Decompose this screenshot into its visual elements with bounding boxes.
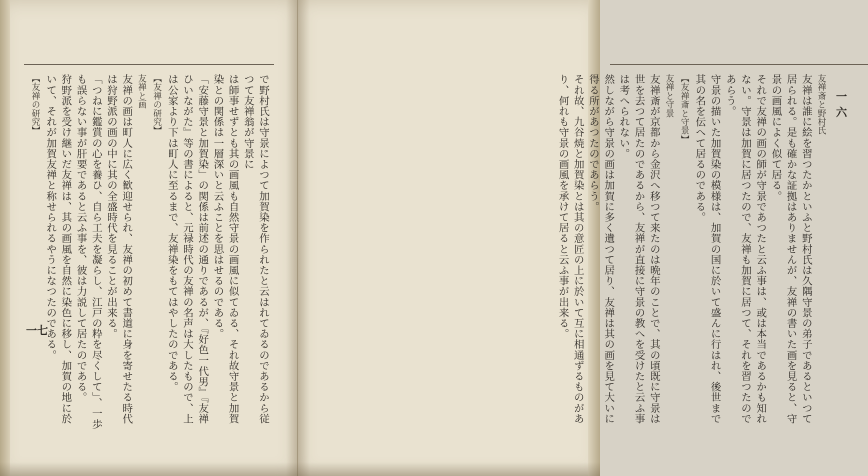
page-number-left: 一七 — [26, 324, 48, 337]
bottom-shadow — [0, 462, 600, 476]
right-paragraph: それ故、九谷焼と加賀染とは其の意匠の上に於いて互に相通ずるものがあり、何れも守景の画風を承けて居ると云ふ事が出来る。 — [556, 74, 584, 424]
right-paragraph: 然しながら守景の画は加賀に多く遺つて居り、友禅は其の画を見て大いに得る所があつたのであらう。 — [586, 74, 615, 424]
book-gutter — [286, 0, 310, 476]
left-margin-note: 友禅と画 — [136, 74, 147, 109]
right-margin-note: 友禅と守景 — [663, 74, 674, 118]
right-page-text — [556, 74, 828, 434]
right-margin-note: 友禅斎と野村氏 — [816, 74, 826, 135]
left-paragraph: 「安藤守景と加賀染」の関係は前述の通りであるが、『好色一代男』『友禅ひいながた』等の書によると、元禄時代の友禅の名声は大したもので、上は公家より下は町人に至るまで、友禅染をもてはやしたのである。 — [165, 74, 209, 424]
left-paragraph: 狩野派を受け継いだ友禅は、其の画風を自然に染色に移し、加賀の地に於いて、それが加賀友禅と称せられるやうになつたのである。 — [44, 74, 72, 424]
right-paragraph: 友禅斎が京都から金沢へ移つて来たのは晩年のことで、其の頃既に守景は世を去つて居たのであるから、友禅が直接に守景の教へを受けたと云ふ事は考へられない。 — [617, 74, 660, 424]
right-section-note: 【友禅斎と守景】 — [679, 74, 690, 144]
left-page-edge — [0, 0, 10, 476]
left-section-note: 【友禅の研究】 — [151, 74, 162, 135]
page-number-right: 一六 — [836, 90, 847, 119]
left-section-note: 【友禅の研究】 — [29, 74, 40, 135]
left-paragraph: 友禅の画は町人に広く歓迎せられ、友禅の初めて書道に身を寄せたる時代は狩野派の画の中に其の全盛時代を見ることが出来る。 — [104, 74, 133, 424]
left-paragraph: は師事せずとも其の画風も自然守景の画風に似てゐる、それ故守景と加賀染との関係は一層深いと云ふことを思はせるのである。 — [211, 74, 239, 424]
left-page — [0, 0, 298, 476]
header-rule-right — [610, 64, 868, 65]
header-rule-left — [24, 64, 274, 65]
right-page — [298, 0, 847, 476]
left-paragraph: で野村氏は守景によつて加賀染を作られたと云はれてゐるのであるから従つて友禅翁が守景に — [241, 74, 269, 424]
right-paragraph: それで友禅の画の師が守景であつたと云ふ事は、或は本当であるかも知れない。守景は加賀に居つたので、友禅も加賀に居つて、それを習つたのであらう。 — [723, 74, 767, 424]
left-paragraph: 「つねに鑑賞の心を養ひ、自ら工夫を凝らし、江戸の粋を尽くして」、一歩も誤らない事が肝要であると云ふ事を、彼は力説して居たのである。 — [74, 74, 102, 430]
right-paragraph: 友禅は誰に絵を習つたかといふと野村氏は久隅守景の弟子であるといつて居られる。是も確かな証拠はありませんが、友禅の書いた画を見ると、守景の画風によく似て居る。 — [769, 74, 812, 424]
right-paragraph: 守景の描いた加賀染の模様は、加賀の国に於いて盛んに行はれ、後世まで其の名を伝へて居るのである。 — [693, 74, 721, 424]
